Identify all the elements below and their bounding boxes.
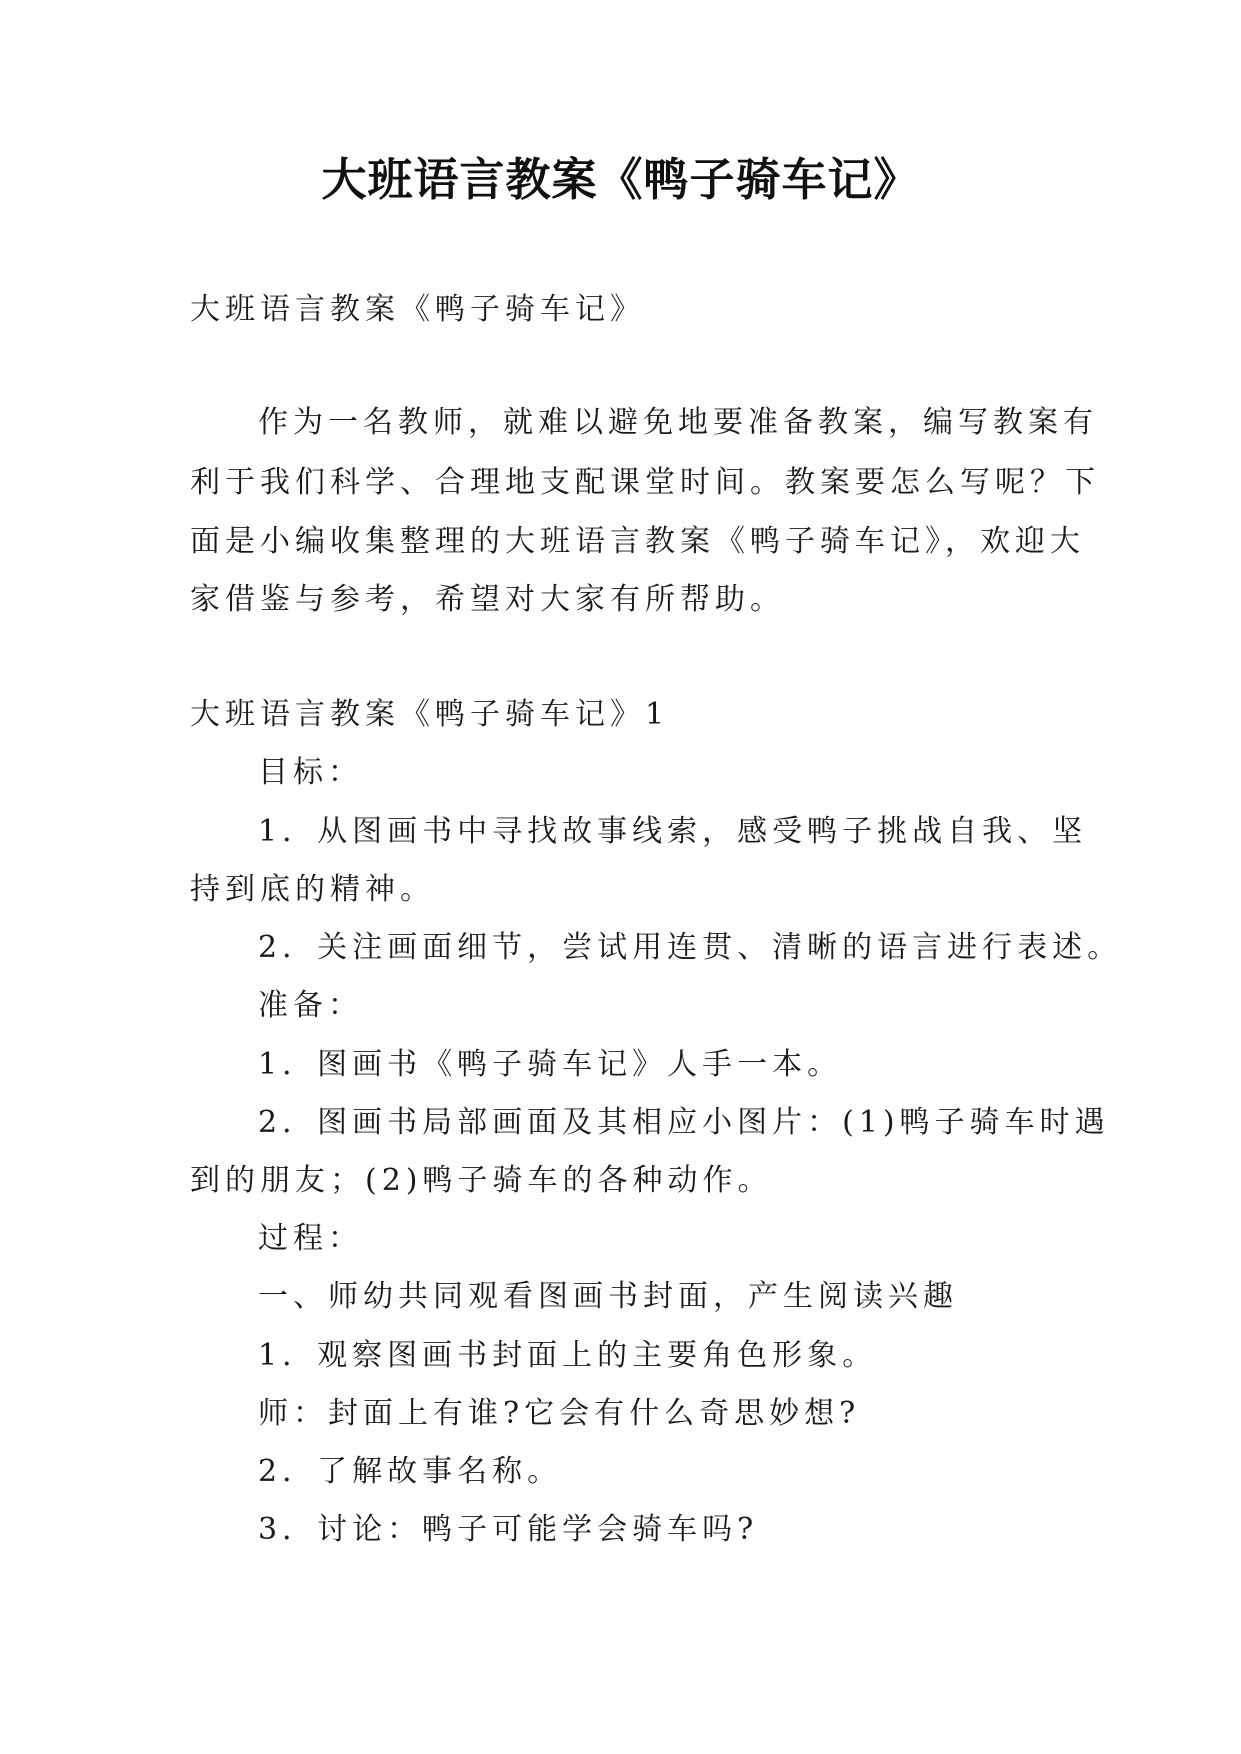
process-label: 过程：: [258, 1221, 363, 1256]
prep-item-2-line-1: 2．图画书局部画面及其相应小图片：(1)鸭子骑车时遇: [258, 1105, 1110, 1140]
process-step-1: 一、师幼共同观看图画书封面，产生阅读兴趣: [258, 1279, 958, 1314]
goal-item-2: 2．关注画面细节，尝试用连贯、清晰的语言进行表述。: [258, 930, 1123, 965]
section-heading: 大班语言教案《鸭子骑车记》1: [190, 697, 670, 732]
page-title: 大班语言教案《鸭子骑车记》: [321, 153, 920, 206]
process-item-2: 2．了解故事名称。: [258, 1454, 563, 1489]
intro-line-1: 作为一名教师，就难以避免地要准备教案，编写教案有: [258, 405, 1098, 440]
prep-item-2-line-2: 到的朋友；(2)鸭子骑车的各种动作。: [190, 1163, 773, 1198]
process-item-1: 1．观察图画书封面上的主要角色形象。: [258, 1338, 878, 1373]
goal-item-1-line-1: 1．从图画书中寻找故事线索，感受鸭子挑战自我、坚: [258, 814, 1088, 849]
prep-label: 准备：: [258, 988, 363, 1023]
document-subtitle: 大班语言教案《鸭子骑车记》: [190, 292, 645, 327]
intro-line-2: 利于我们科学、合理地支配课堂时间。教案要怎么写呢？下: [190, 465, 1100, 500]
intro-line-4: 家借鉴与参考，希望对大家有所帮助。: [190, 582, 785, 617]
process-item-3: 3．讨论：鸭子可能学会骑车吗?: [258, 1512, 759, 1547]
intro-line-3: 面是小编收集整理的大班语言教案《鸭子骑车记》，欢迎大: [190, 524, 1085, 559]
prep-item-1: 1．图画书《鸭子骑车记》人手一本。: [258, 1047, 843, 1082]
goal-item-1-line-2: 持到底的精神。: [190, 872, 435, 907]
process-teacher-question: 师：封面上有谁?它会有什么奇思妙想?: [258, 1396, 861, 1431]
goal-label: 目标：: [258, 755, 363, 790]
